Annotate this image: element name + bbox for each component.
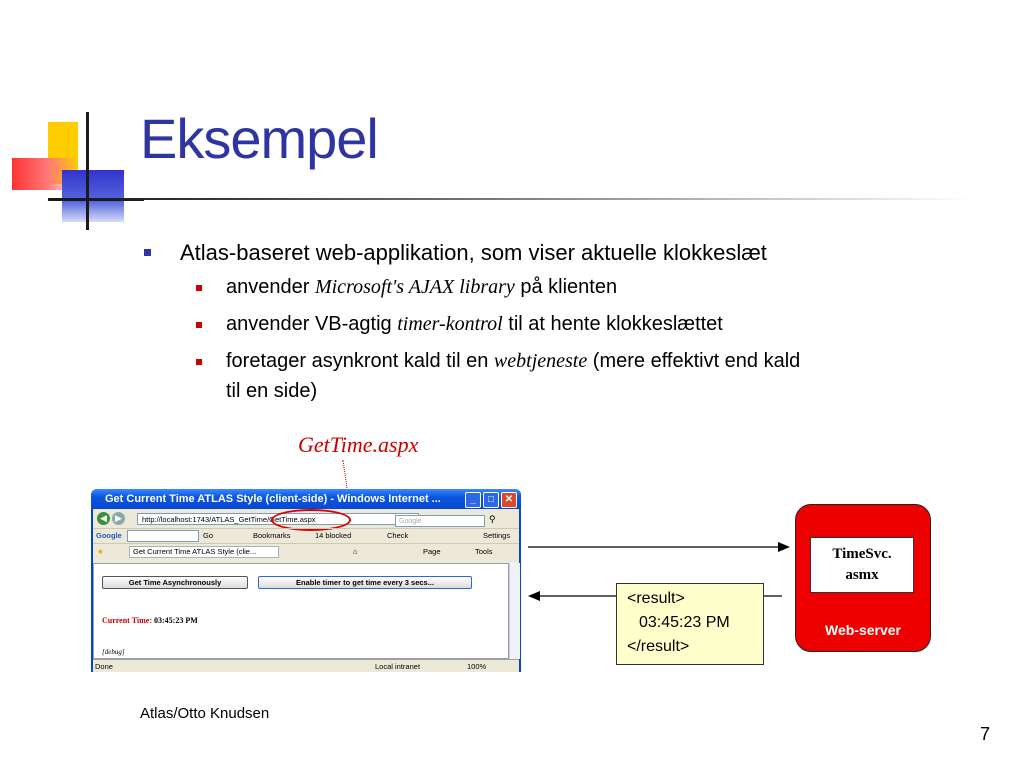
browser-tab[interactable]: Get Current Time ATLAS Style (clie... bbox=[129, 546, 279, 558]
enable-timer-button[interactable]: Enable timer to get time every 3 secs... bbox=[258, 576, 472, 589]
result-value: 03:45:23 PM bbox=[639, 614, 730, 631]
slide-footer: Atlas/Otto Knudsen bbox=[140, 705, 270, 722]
web-server-label: Web-server bbox=[824, 622, 901, 638]
sub-bullet-3-pre: foretager asynkront kald til en bbox=[226, 350, 494, 372]
slide-title: Eksempel bbox=[140, 107, 378, 170]
timesvc-line1: TimeSvc. bbox=[832, 546, 892, 562]
result-box bbox=[616, 583, 764, 665]
result-open-tag: <result> bbox=[627, 590, 685, 607]
bookmarks-menu[interactable]: Bookmarks bbox=[253, 531, 291, 540]
result-close-tag: </result> bbox=[627, 638, 690, 655]
current-time-label: Current Time: bbox=[102, 616, 152, 625]
gettime-label: GetTime.aspx bbox=[298, 432, 419, 457]
google-toolbar-logo: Google bbox=[96, 531, 122, 540]
bullet-main-text: Atlas-baseret web-applikation, som viser aktuelle klokkeslæt bbox=[180, 240, 767, 265]
sub-bullet-3-post: (mere effektivt end kald bbox=[587, 350, 801, 372]
page-menu[interactable]: Page bbox=[423, 547, 441, 556]
forward-icon[interactable]: ▶ bbox=[112, 512, 125, 525]
settings-menu[interactable]: Settings bbox=[483, 531, 511, 540]
sub-bullet-1-pre: anvender bbox=[226, 276, 315, 298]
response-arrow-head bbox=[528, 591, 540, 601]
sub-bullet-3-em: webtjeneste bbox=[493, 350, 588, 372]
sub-bullet-2-em: timer-kontrol bbox=[397, 313, 503, 335]
maximize-icon[interactable]: □ bbox=[483, 492, 499, 508]
page-number: 7 bbox=[980, 724, 991, 744]
sub-bullet-3-line2-text: til en side) bbox=[226, 380, 318, 402]
sub-bullet-1-em: Microsoft's AJAX library bbox=[314, 276, 515, 298]
timesvc-line2: asmx bbox=[845, 567, 879, 583]
sub-bullet-1-post: på klienten bbox=[514, 276, 618, 298]
timesvc-box bbox=[810, 537, 914, 593]
request-arrow-head bbox=[778, 542, 790, 552]
current-time-value: 03:45:23 PM bbox=[154, 616, 198, 625]
minimize-icon[interactable]: _ bbox=[465, 492, 481, 508]
popup-blocked[interactable]: 14 blocked bbox=[315, 531, 352, 540]
status-zoom[interactable]: 100% bbox=[467, 662, 487, 671]
address-input[interactable]: http://localhost:1743/ATLAS_GetTime/GetTime.aspx bbox=[137, 513, 419, 525]
home-icon[interactable]: ⌂ bbox=[353, 547, 358, 556]
status-done: Done bbox=[95, 662, 113, 671]
web-server-box bbox=[795, 504, 931, 652]
sub-bullet-2-post: til at hente klokkeslættet bbox=[502, 313, 723, 335]
tools-menu[interactable]: Tools bbox=[475, 547, 493, 556]
check-menu[interactable]: Check bbox=[387, 531, 409, 540]
browser-window-title: Get Current Time ATLAS Style (client-side) - Windows Internet ... bbox=[105, 493, 441, 505]
get-time-async-button[interactable]: Get Time Asynchronously bbox=[102, 576, 248, 589]
go-button[interactable]: Go bbox=[203, 531, 214, 540]
close-icon[interactable]: ✕ bbox=[501, 492, 517, 508]
status-zone: Local intranet bbox=[375, 662, 421, 671]
sub-bullet-2-pre: anvender VB-agtig bbox=[226, 313, 398, 335]
debug-label: [debug] bbox=[102, 648, 125, 656]
back-icon[interactable]: ◀ bbox=[97, 512, 110, 525]
search-input[interactable]: Google bbox=[395, 515, 485, 527]
favorites-star-icon[interactable]: ★ bbox=[97, 547, 104, 556]
search-icon[interactable]: ⚲ bbox=[489, 514, 496, 524]
